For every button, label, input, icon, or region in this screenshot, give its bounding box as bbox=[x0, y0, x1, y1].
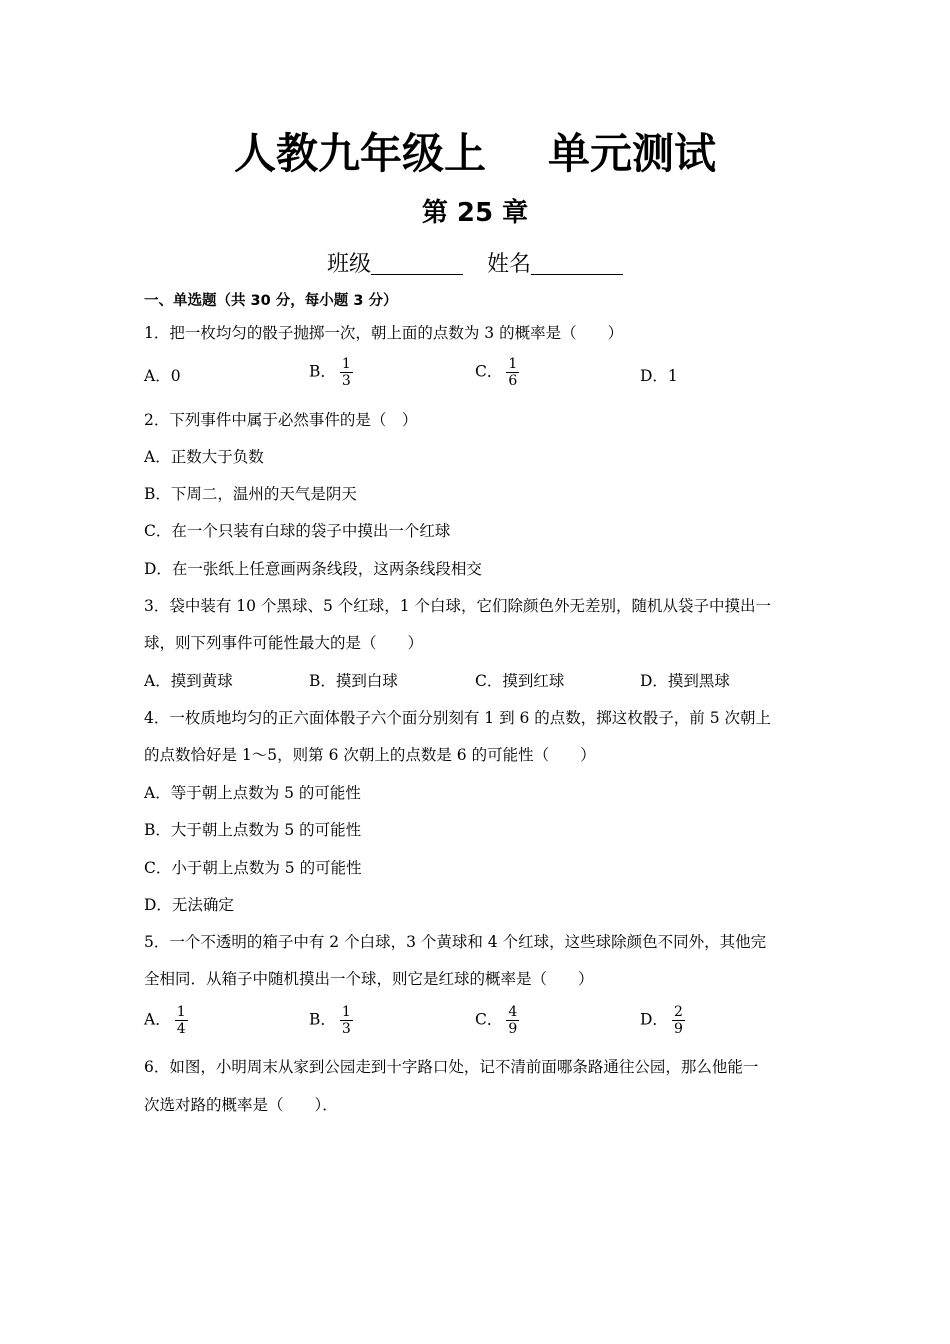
q1-option-c bbox=[475, 356, 519, 389]
fraction-numerator: 1 bbox=[341, 356, 351, 372]
q1-stem: 1．把一枚均匀的骰子抛掷一次，朝上面的点数为 3 的概率是（ ） bbox=[144, 324, 624, 342]
q1-option-c-fraction bbox=[506, 356, 519, 389]
q5-option-b bbox=[309, 1004, 353, 1037]
q5-option-d-label: D． bbox=[640, 1010, 668, 1029]
fraction-denominator: 3 bbox=[341, 1021, 351, 1037]
title-right: 单元测试 bbox=[548, 129, 717, 178]
class-label: 班级 bbox=[326, 252, 371, 277]
q5-option-a-label: A． bbox=[144, 1010, 171, 1029]
q2-option-a: A．正数大于负数 bbox=[144, 448, 264, 466]
page-title bbox=[0, 126, 950, 182]
fraction-numerator: 4 bbox=[508, 1004, 518, 1020]
fraction-denominator: 9 bbox=[673, 1021, 683, 1037]
q5-option-d-fraction bbox=[672, 1004, 685, 1037]
q3-option-a: A．摸到黄球 bbox=[144, 672, 233, 690]
fraction-denominator: 4 bbox=[176, 1021, 186, 1037]
q4-option-c: C．小于朝上点数为 5 的可能性 bbox=[144, 859, 362, 877]
chapter-heading: 第 25 章 bbox=[421, 198, 529, 228]
q3-option-c: C．摸到红球 bbox=[475, 672, 565, 690]
q2-option-b: B．下周二，温州的天气是阴天 bbox=[144, 485, 357, 503]
fraction-denominator: 3 bbox=[341, 373, 351, 389]
student-info-line bbox=[0, 248, 950, 282]
q5-option-c-fraction bbox=[506, 1004, 519, 1037]
fraction-numerator: 1 bbox=[176, 1004, 186, 1020]
q5-option-b-label: B． bbox=[309, 1010, 336, 1029]
fraction-numerator: 1 bbox=[341, 1004, 351, 1020]
q4-stem-line1: 4．一枚质地均匀的正六面体骰子六个面分别刻有 1 到 6 的点数，掷这枚骰子，前 5 次朝上 bbox=[144, 709, 772, 727]
q1-option-b-fraction bbox=[340, 356, 353, 389]
fraction-numerator: 2 bbox=[673, 1004, 683, 1020]
q5-option-d bbox=[640, 1004, 685, 1037]
q4-stem-line2: 的点数恰好是 1～5，则第 6 次朝上的点数是 6 的可能性（ ） bbox=[144, 746, 596, 764]
q3-stem-line2: 球，则下列事件可能性最大的是（ ） bbox=[144, 634, 424, 652]
q1-option-a: A．0 bbox=[144, 367, 181, 385]
q3-stem-line1: 3．袋中装有 10 个黑球、5 个红球，1 个白球，它们除颜色外无差别，随机从袋子中摸出一 bbox=[144, 597, 772, 615]
q4-option-a: A．等于朝上点数为 5 的可能性 bbox=[144, 784, 361, 802]
q5-option-b-fraction bbox=[340, 1004, 353, 1037]
q5-stem-line1: 5．一个不透明的箱子中有 2 个白球，3 个黄球和 4 个红球，这些球除颜色不同外，其他完 bbox=[144, 933, 767, 951]
q3-option-b: B．摸到白球 bbox=[309, 672, 398, 690]
q2-option-d: D．在一张纸上任意画两条线段，这两条线段相交 bbox=[144, 560, 482, 578]
q1-option-b-label: B． bbox=[309, 362, 336, 381]
q2-option-c: C．在一个只装有白球的袋子中摸出一个红球 bbox=[144, 522, 451, 540]
name-blank bbox=[531, 250, 623, 275]
title-left: 人教九年级上 bbox=[233, 129, 486, 178]
class-blank bbox=[371, 250, 463, 275]
q3-option-d: D．摸到黑球 bbox=[640, 672, 730, 690]
q2-stem: 2．下列事件中属于必然事件的是（ ） bbox=[144, 411, 418, 429]
q1-option-c-label: C． bbox=[475, 362, 503, 381]
q4-option-b: B．大于朝上点数为 5 的可能性 bbox=[144, 821, 362, 839]
q5-option-a-fraction bbox=[175, 1004, 188, 1037]
q1-option-d: D．1 bbox=[640, 367, 678, 385]
q5-option-c-label: C． bbox=[475, 1010, 503, 1029]
fraction-numerator: 1 bbox=[508, 356, 518, 372]
q5-stem-line2: 全相同．从箱子中随机摸出一个球，则它是红球的概率是（ ） bbox=[144, 970, 594, 988]
q5-option-a bbox=[144, 1004, 188, 1037]
q6-stem-line1: 6．如图，小明周末从家到公园走到十字路口处，记不清前面哪条路通往公园，那么他能一 bbox=[144, 1058, 759, 1076]
q6-stem-line2: 次选对路的概率是（ ）． bbox=[144, 1096, 338, 1114]
fraction-denominator: 6 bbox=[508, 373, 518, 389]
section-heading: 一、单选题（共 30 分，每小题 3 分） bbox=[144, 293, 398, 309]
name-label: 姓名 bbox=[487, 252, 532, 277]
q4-option-d: D．无法确定 bbox=[144, 896, 234, 914]
q1-option-b bbox=[309, 356, 353, 389]
fraction-denominator: 9 bbox=[508, 1021, 518, 1037]
q5-option-c bbox=[475, 1004, 519, 1037]
